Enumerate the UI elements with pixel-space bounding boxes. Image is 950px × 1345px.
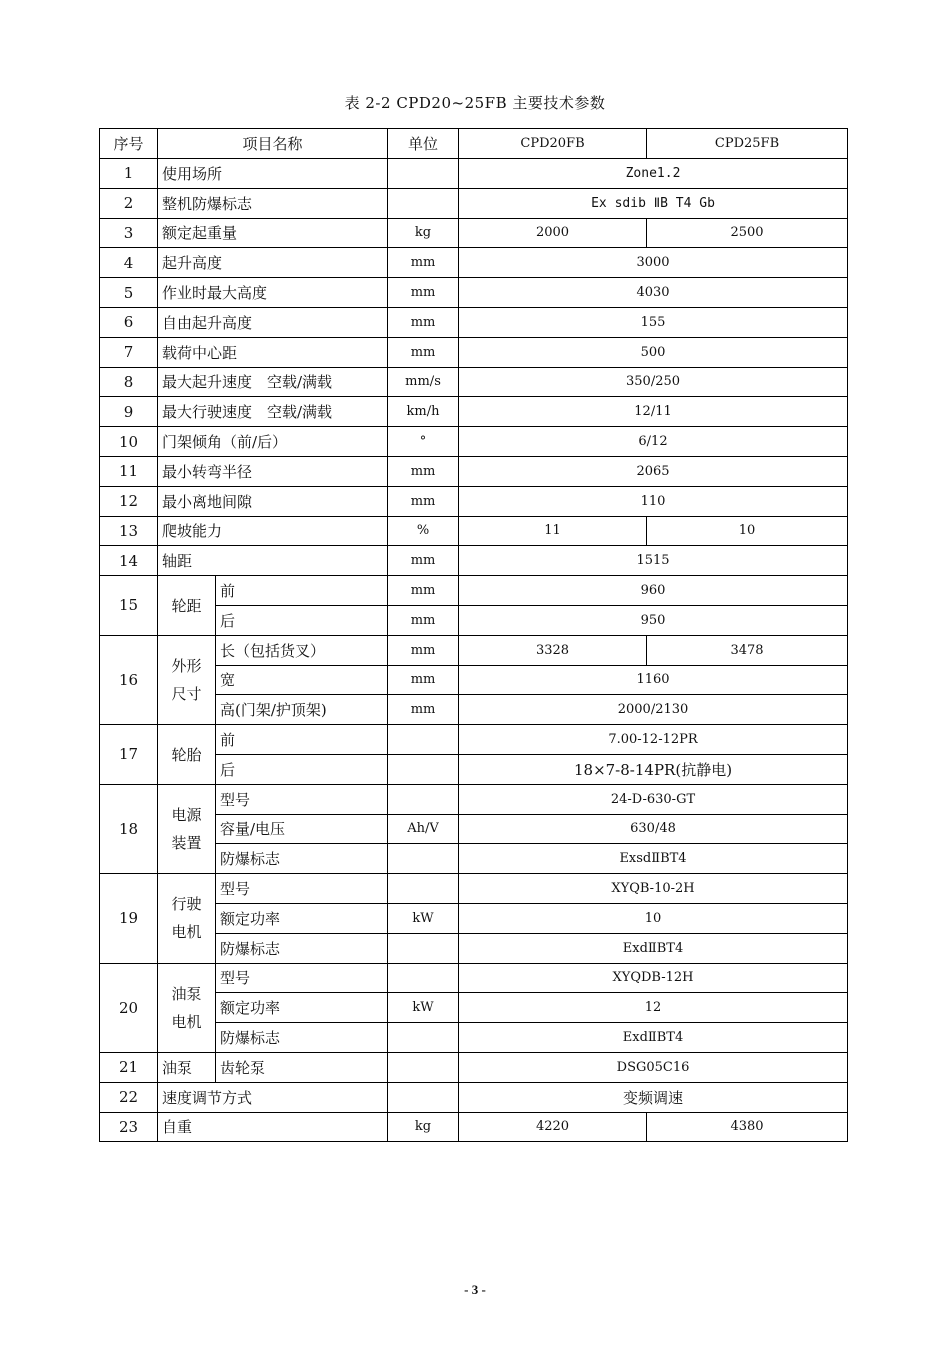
row-sub-item: 高(门架/护顶架) — [216, 695, 388, 725]
row-value: 950 — [459, 605, 848, 635]
row-item: 最小转弯半径 — [158, 456, 388, 486]
row-value: 4030 — [459, 278, 848, 308]
row-value: 155 — [459, 307, 848, 337]
row-group-line: 外形 — [171, 656, 202, 675]
table-row — [100, 278, 848, 308]
row-value: 960 — [459, 576, 848, 606]
row-group-line: 行驶 — [171, 895, 202, 914]
row-no: 7 — [100, 337, 158, 367]
row-unit — [388, 874, 459, 904]
row-unit: mm — [388, 546, 459, 576]
row-sub-item: 宽 — [216, 665, 388, 695]
row-value: 1160 — [459, 665, 848, 695]
row-value-model-1: 4220 — [459, 1112, 647, 1142]
row-value: 变频调速 — [459, 1082, 848, 1112]
row-no: 15 — [100, 576, 158, 636]
page-number: - 3 - — [464, 1282, 486, 1297]
row-sub-item: 型号 — [216, 874, 388, 904]
table-row — [100, 1052, 848, 1082]
table-row — [100, 397, 848, 427]
row-group-line: 装置 — [171, 833, 202, 852]
row-group-line: 电机 — [171, 1012, 202, 1031]
row-unit: mm — [388, 576, 459, 606]
row-item: 使用场所 — [158, 159, 388, 189]
row-unit: % — [388, 516, 459, 546]
header-no: 序号 — [100, 129, 158, 159]
row-unit: mm — [388, 665, 459, 695]
table-row — [100, 159, 848, 189]
table-row — [100, 1082, 848, 1112]
row-unit: mm — [388, 635, 459, 665]
row-no: 1 — [100, 159, 158, 189]
row-no: 2 — [100, 188, 158, 218]
row-unit — [388, 1082, 459, 1112]
table-row — [100, 874, 848, 904]
row-item: 最小离地间隙 — [158, 486, 388, 516]
row-value: 6/12 — [459, 427, 848, 457]
row-item: 作业时最大高度 — [158, 278, 388, 308]
row-unit: mm — [388, 605, 459, 635]
row-item: 起升高度 — [158, 248, 388, 278]
row-unit: Ah/V — [388, 814, 459, 844]
row-no: 19 — [100, 874, 158, 963]
row-group-line: 油泵 — [171, 984, 202, 1003]
row-no: 18 — [100, 784, 158, 873]
row-sub-item: 长（包括货叉） — [216, 635, 388, 665]
row-unit — [388, 725, 459, 755]
row-unit: kg — [388, 218, 459, 248]
table-row — [100, 576, 848, 606]
row-unit — [388, 784, 459, 814]
row-unit: mm — [388, 248, 459, 278]
row-value: 18×7-8-14PR(抗静电) — [459, 754, 848, 784]
row-unit: mm — [388, 486, 459, 516]
row-unit: mm — [388, 337, 459, 367]
row-unit — [388, 963, 459, 993]
row-unit — [388, 1052, 459, 1082]
table-row — [100, 248, 848, 278]
table-row — [100, 456, 848, 486]
row-value: 2000/2130 — [459, 695, 848, 725]
row-unit: kW — [388, 903, 459, 933]
header-model-2: CPD25FB — [647, 129, 848, 159]
table-row — [100, 635, 848, 665]
row-value: 12 — [459, 993, 848, 1023]
table-row — [100, 516, 848, 546]
row-item: 爬坡能力 — [158, 516, 388, 546]
table-header-row — [100, 129, 848, 159]
row-no: 5 — [100, 278, 158, 308]
row-item: 自重 — [158, 1112, 388, 1142]
row-no: 8 — [100, 367, 158, 397]
row-unit: mm — [388, 695, 459, 725]
row-unit — [388, 933, 459, 963]
spec-table — [99, 128, 848, 1142]
table-row — [100, 307, 848, 337]
row-item: 额定起重量 — [158, 218, 388, 248]
row-sub-item: 前 — [216, 725, 388, 755]
row-no: 11 — [100, 456, 158, 486]
row-value: XYQB-10-2H — [459, 874, 848, 904]
row-no: 3 — [100, 218, 158, 248]
row-unit: mm — [388, 456, 459, 486]
row-sub-item: 防爆标志 — [216, 933, 388, 963]
row-unit — [388, 1023, 459, 1053]
row-unit — [388, 754, 459, 784]
row-sub-item: 防爆标志 — [216, 844, 388, 874]
table-row — [100, 546, 848, 576]
row-group: 轮胎 — [158, 725, 216, 785]
row-value: 1515 — [459, 546, 848, 576]
row-value: DSG05C16 — [459, 1052, 848, 1082]
row-value-model-2: 3478 — [647, 635, 848, 665]
row-group — [158, 635, 216, 724]
row-value-model-2: 2500 — [647, 218, 848, 248]
row-item: 门架倾角（前/后） — [158, 427, 388, 457]
row-no: 6 — [100, 307, 158, 337]
table-row — [100, 725, 848, 755]
row-value: ExsdⅡBT4 — [459, 844, 848, 874]
row-value: 110 — [459, 486, 848, 516]
row-group-line: 电源 — [171, 805, 202, 824]
table-row — [100, 337, 848, 367]
table-row — [100, 784, 848, 814]
row-no: 20 — [100, 963, 158, 1052]
table-row — [100, 963, 848, 993]
header-unit: 单位 — [388, 129, 459, 159]
row-no: 21 — [100, 1052, 158, 1082]
row-no: 13 — [100, 516, 158, 546]
row-no: 17 — [100, 725, 158, 785]
row-unit: km/h — [388, 397, 459, 427]
row-sub-item: 额定功率 — [216, 903, 388, 933]
row-unit: mm — [388, 278, 459, 308]
row-sub-item: 防爆标志 — [216, 1023, 388, 1053]
row-value-model-1: 3328 — [459, 635, 647, 665]
row-sub-item: 容量/电压 — [216, 814, 388, 844]
row-no: 4 — [100, 248, 158, 278]
header-item: 项目名称 — [158, 129, 388, 159]
row-item: 自由起升高度 — [158, 307, 388, 337]
table-row — [100, 218, 848, 248]
row-value: 350/250 — [459, 367, 848, 397]
row-value-model-2: 10 — [647, 516, 848, 546]
row-sub-item: 后 — [216, 605, 388, 635]
row-unit: kg — [388, 1112, 459, 1142]
row-group: 油泵 — [158, 1052, 216, 1082]
row-group — [158, 963, 216, 1052]
table-row — [100, 486, 848, 516]
table-caption: 表 2-2 CPD20~25FB 主要技术参数 — [344, 94, 606, 112]
row-no: 23 — [100, 1112, 158, 1142]
row-no: 10 — [100, 427, 158, 457]
row-value: 10 — [459, 903, 848, 933]
row-value-model-1: 2000 — [459, 218, 647, 248]
row-no: 22 — [100, 1082, 158, 1112]
row-value: 7.00-12-12PR — [459, 725, 848, 755]
row-unit — [388, 159, 459, 189]
row-group-line: 尺寸 — [171, 684, 202, 703]
row-value: 24-D-630-GT — [459, 784, 848, 814]
row-no: 12 — [100, 486, 158, 516]
row-unit: kW — [388, 993, 459, 1023]
row-sub-item: 额定功率 — [216, 993, 388, 1023]
row-value: Zone1.2 — [459, 159, 848, 189]
row-group-line: 电机 — [171, 923, 202, 942]
row-no: 14 — [100, 546, 158, 576]
row-item: 载荷中心距 — [158, 337, 388, 367]
row-unit: mm — [388, 307, 459, 337]
row-value: 630/48 — [459, 814, 848, 844]
row-group — [158, 784, 216, 873]
row-value: Ex sdib ⅡB T4 Gb — [459, 188, 848, 218]
row-group: 轮距 — [158, 576, 216, 636]
table-row — [100, 367, 848, 397]
row-item: 轴距 — [158, 546, 388, 576]
row-item: 最大行驶速度 空载/满载 — [158, 397, 388, 427]
row-no: 16 — [100, 635, 158, 724]
row-unit — [388, 188, 459, 218]
row-unit — [388, 844, 459, 874]
row-value: 2065 — [459, 456, 848, 486]
row-item: 最大起升速度 空载/满载 — [158, 367, 388, 397]
row-item: 整机防爆标志 — [158, 188, 388, 218]
header-model-1: CPD20FB — [459, 129, 647, 159]
row-value: ExdⅡBT4 — [459, 1023, 848, 1053]
row-group — [158, 874, 216, 963]
row-value: 3000 — [459, 248, 848, 278]
table-row — [100, 427, 848, 457]
table-row — [100, 188, 848, 218]
row-unit: mm/s — [388, 367, 459, 397]
row-value: ExdⅡBT4 — [459, 933, 848, 963]
row-sub-item: 型号 — [216, 784, 388, 814]
row-sub-item: 前 — [216, 576, 388, 606]
row-value-model-1: 11 — [459, 516, 647, 546]
row-value-model-2: 4380 — [647, 1112, 848, 1142]
row-sub-item: 齿轮泵 — [216, 1052, 388, 1082]
table-row — [100, 1112, 848, 1142]
row-value: XYQDB-12H — [459, 963, 848, 993]
row-unit: ° — [388, 427, 459, 457]
row-value: 12/11 — [459, 397, 848, 427]
row-value: 500 — [459, 337, 848, 367]
row-item: 速度调节方式 — [158, 1082, 388, 1112]
row-sub-item: 型号 — [216, 963, 388, 993]
row-no: 9 — [100, 397, 158, 427]
row-sub-item: 后 — [216, 754, 388, 784]
